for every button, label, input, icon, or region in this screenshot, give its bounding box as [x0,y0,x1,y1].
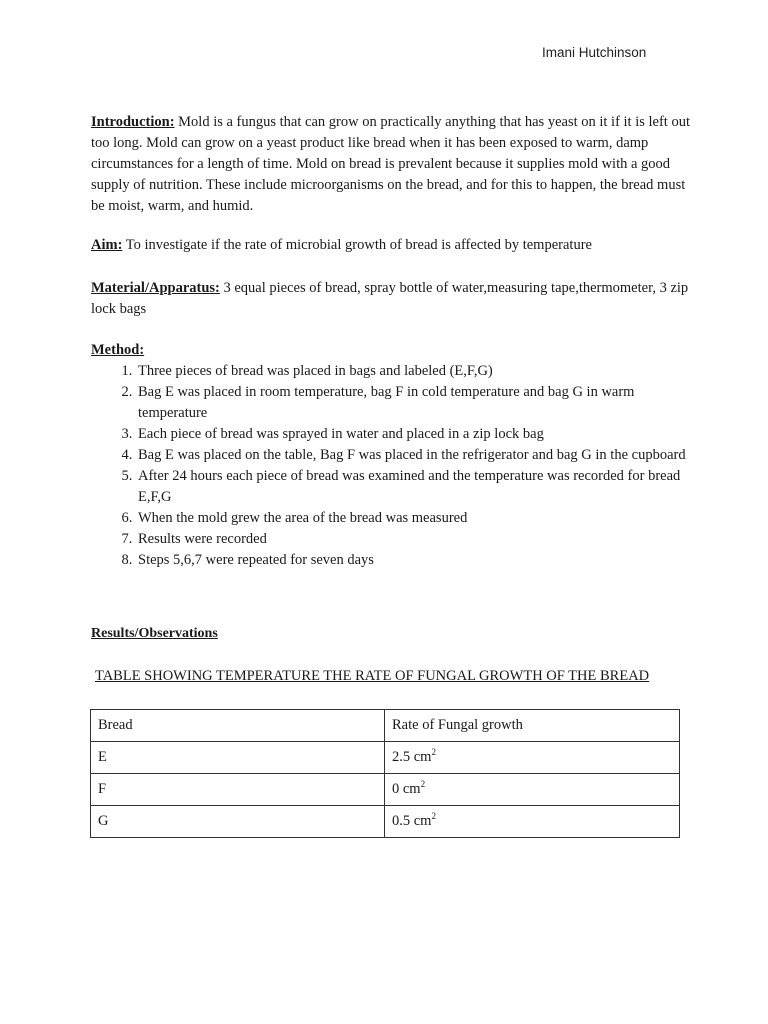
method-step: 3. Each piece of bread was sprayed in water and placed in a zip lock bag [136,424,691,445]
table-row [91,774,680,806]
introduction-label: Introduction: [91,114,175,130]
table-row [91,806,680,838]
aim-paragraph [91,235,691,256]
aim-label: Aim: [91,237,123,253]
rate-value: 2.5 cm [392,749,432,765]
rate-value: 0 cm [392,781,421,797]
unit-exponent: 2 [431,811,436,822]
bread-cell: E [91,742,385,774]
method-step: 2. Bag E was placed in room temperature, bag F in cold temperature and bag G in warm temperature [136,382,691,424]
aim-text: To investigate if the rate of microbial growth of bread is affected by temperature [125,237,592,253]
table-title: TABLE SHOWING TEMPERATURE THE RATE OF FUNGAL GROWTH OF THE BREAD [95,668,650,684]
bread-cell: G [91,806,385,838]
rate-cell [385,806,680,838]
rate-cell [385,742,680,774]
material-text: 3 equal pieces of bread, spray bottle of water,measuring tape,thermometer, 3 zip lock bags [91,280,689,317]
material-label: Material/Apparatus: [91,280,220,296]
method-step: 8. Steps 5,6,7 were repeated for seven days [136,550,691,571]
method-step: 7. Results were recorded [136,529,691,550]
header-cell-rate: Rate of Fungal growth [385,710,680,742]
introduction-text: Mold is a fungus that can grow on practically anything that has yeast on it if it is left out too long. Mold can grow on a yeast product like bread when it has been exposed to warm, damp circumstances for a length of time. Mold on bread is prevalent because it supplies mold with a good supply of nutrition. These include microorganisms on the bread, and for this to happen, the bread must be moist, warm, and humid. [91,114,690,214]
author-name: Imani Hutchinson [542,45,647,60]
method-steps-list [91,361,691,571]
header-cell-bread: Bread [91,710,385,742]
results-heading: Results/Observations [91,626,218,641]
method-step: 5. After 24 hours each piece of bread was examined and the temperature was recorded for bread E,F,G [136,466,691,508]
table-header-row [91,710,680,742]
table-row [91,742,680,774]
bread-cell: F [91,774,385,806]
rate-cell [385,774,680,806]
unit-exponent: 2 [431,747,436,758]
unit-exponent: 2 [420,779,426,790]
results-table [90,709,680,838]
method-label: Method: [91,342,145,358]
introduction-paragraph [91,112,691,217]
method-section [91,340,691,571]
method-step: 6. When the mold grew the area of the bread was measured [136,508,691,529]
rate-value: 0.5 cm [392,813,432,829]
method-step: 4. Bag E was placed on the table, Bag F was placed in the refrigerator and bag G in the cupboard [136,445,691,466]
material-paragraph [91,278,691,320]
method-step: 1. Three pieces of bread was placed in bags and labeled (E,F,G) [136,361,691,382]
